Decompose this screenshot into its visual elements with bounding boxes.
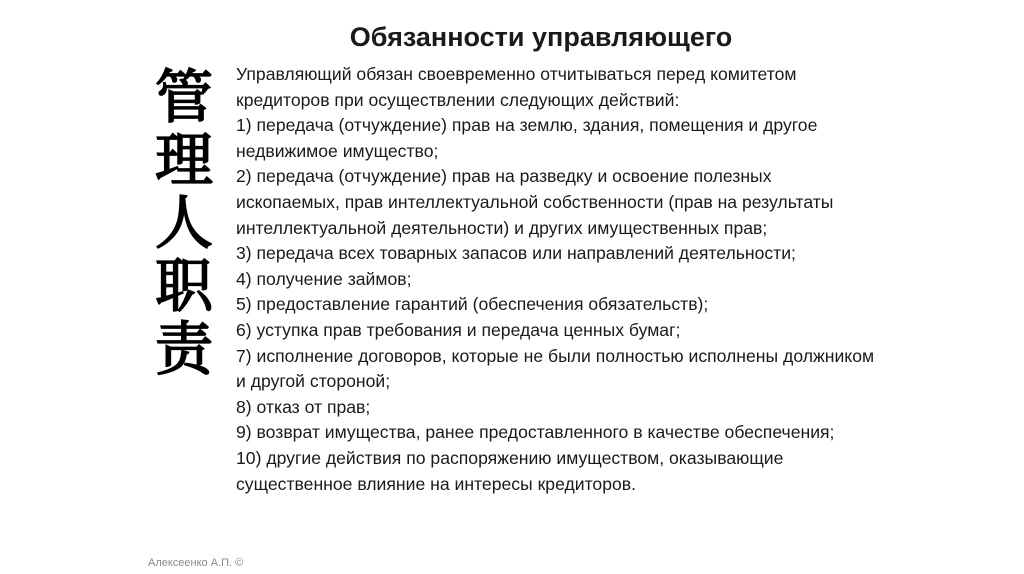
duty-item: 4) получение займов; — [236, 268, 412, 289]
duty-item: 8) отказ от прав; — [236, 396, 371, 417]
chinese-character: 管 — [154, 63, 213, 131]
duties-text — [236, 62, 876, 497]
vertical-chinese-title — [148, 63, 220, 383]
duty-item: 10) другие действия по распоряжению имуществом, оказывающие существенное влияние на интересы кредиторов. — [236, 447, 784, 494]
chinese-character: 人 — [154, 189, 213, 257]
duty-item: 7) исполнение договоров, которые не были полностью исполнены должником и другой стороной; — [236, 345, 875, 392]
duty-item: 9) возврат имущества, ранее предоставленного в качестве обеспечения; — [236, 422, 835, 443]
intro-paragraph: Управляющий обязан своевременно отчитываться перед комитетом кредиторов при осуществлении следующих действий: — [236, 64, 797, 110]
duty-item: 5) предоставление гарантий (обеспечения обязательств); — [236, 294, 709, 315]
chinese-character: 职 — [154, 252, 213, 320]
duty-item: 3) передача всех товарных запасов или направлений деятельности; — [236, 243, 796, 264]
chinese-character: 理 — [154, 126, 213, 194]
duty-item: 2) передача (отчуждение) прав на разведку и освоение полезных ископаемых, прав интеллектуальной собственности (прав на результаты интеллектуальной деятельности) и других имущественных прав; — [236, 166, 834, 238]
duty-item: 6) уступка прав требования и передача ценных бумаг; — [236, 319, 681, 340]
slide-title: Обязанности управляющего — [349, 22, 733, 52]
author-footer: Алексеенко А.П. © — [148, 557, 244, 569]
duty-item: 1) передача (отчуждение) прав на землю, здания, помещения и другое недвижимое имущество; — [236, 115, 818, 161]
chinese-character: 责 — [154, 315, 213, 383]
